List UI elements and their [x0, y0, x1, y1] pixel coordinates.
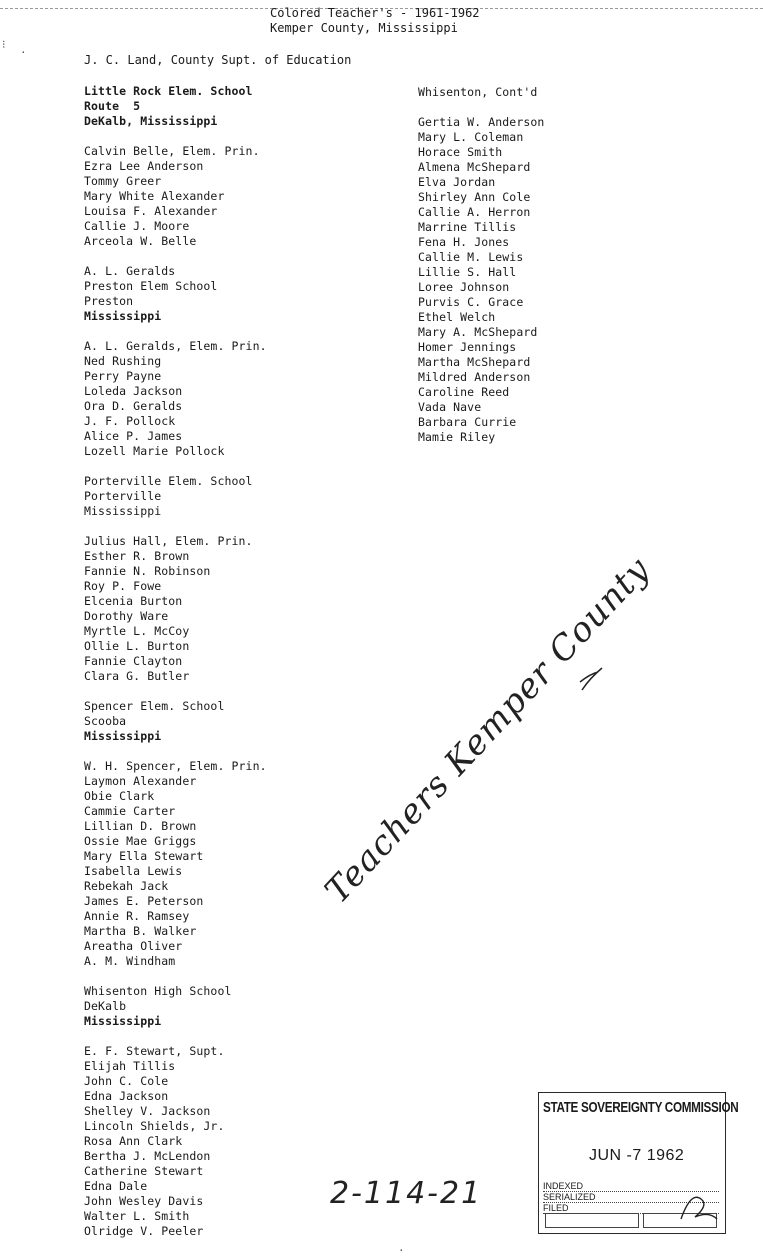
- spacer: [84, 684, 267, 699]
- spacer: [84, 249, 267, 264]
- spacer: [84, 324, 267, 339]
- list-item: Lincoln Shields, Jr.: [84, 1119, 225, 1133]
- list-item: Rebekah Jack: [84, 879, 169, 893]
- list-item: Alice P. James: [84, 429, 183, 443]
- list-item: Calvin Belle, Elem. Prin.: [84, 144, 260, 158]
- list-item: Fannie N. Robinson: [84, 564, 211, 578]
- list-item: Mamie Riley: [418, 430, 496, 444]
- spacer: [84, 744, 267, 759]
- spacer: [84, 129, 267, 144]
- stamp-box-left: [545, 1213, 639, 1228]
- file-number: 2-114-21: [330, 1176, 483, 1211]
- list-item: Caroline Reed: [418, 385, 510, 399]
- list-item: E. F. Stewart, Supt.: [84, 1044, 225, 1058]
- list-item: Edna Dale: [84, 1179, 148, 1193]
- list-item: Ethel Welch: [418, 310, 496, 324]
- list-item: DeKalb: [84, 999, 127, 1013]
- list-item: Ollie L. Burton: [84, 639, 190, 653]
- list-item: Lillie S. Hall: [418, 265, 517, 279]
- list-item: Dorothy Ware: [84, 609, 169, 623]
- list-item: Porterville: [84, 489, 162, 503]
- list-item: Ossie Mae Griggs: [84, 834, 197, 848]
- list-item: Tommy Greer: [84, 174, 162, 188]
- spacer: [84, 459, 267, 474]
- list-item: Martha McShepard: [418, 355, 531, 369]
- list-item: Walter L. Smith: [84, 1209, 190, 1223]
- superintendent-line: J. C. Land, County Supt. of Education: [84, 53, 352, 67]
- list-item: Lillian D. Brown: [84, 819, 197, 833]
- list-item: Myrtle L. McCoy: [84, 624, 190, 638]
- list-item: A. L. Geralds: [84, 264, 176, 278]
- list-item: Rosa Ann Clark: [84, 1134, 183, 1148]
- list-item: Whisenton, Cont'd: [418, 85, 538, 99]
- list-item: Loleda Jackson: [84, 384, 183, 398]
- list-item: Loree Johnson: [418, 280, 510, 294]
- list-item: Louisa F. Alexander: [84, 204, 218, 218]
- list-item: Callie M. Lewis: [418, 250, 524, 264]
- list-item: Julius Hall, Elem. Prin.: [84, 534, 253, 548]
- document-title: Colored Teacher's - 1961-1962: [270, 6, 480, 20]
- list-item: A. L. Geralds, Elem. Prin.: [84, 339, 267, 353]
- list-item: DeKalb, Mississippi: [84, 114, 218, 128]
- spacer: [84, 1029, 267, 1044]
- list-item: Gertia W. Anderson: [418, 115, 545, 129]
- commission-stamp: [538, 1092, 739, 1234]
- scan-speck: ·: [20, 46, 27, 59]
- list-item: Homer Jennings: [418, 340, 517, 354]
- list-item: Mississippi: [84, 504, 162, 518]
- list-item: Mary L. Coleman: [418, 130, 524, 144]
- scan-speck: ⁝: [2, 38, 6, 51]
- list-item: Roy P. Fowe: [84, 579, 162, 593]
- list-item: Cammie Carter: [84, 804, 176, 818]
- left-column: [84, 84, 267, 1239]
- list-item: Clara G. Butler: [84, 669, 190, 683]
- list-item: Callie A. Herron: [418, 205, 531, 219]
- list-item: Lozell Marie Pollock: [84, 444, 225, 458]
- list-item: Preston Elem School: [84, 279, 218, 293]
- list-item: James E. Peterson: [84, 894, 204, 908]
- list-item: Mildred Anderson: [418, 370, 531, 384]
- handwritten-annotation: [317, 549, 659, 920]
- stamp-date: JUN -7 1962: [589, 1147, 685, 1164]
- list-item: Isabella Lewis: [84, 864, 183, 878]
- list-item: Ezra Lee Anderson: [84, 159, 204, 173]
- list-item: Arceola W. Belle: [84, 234, 197, 248]
- list-item: Fena H. Jones: [418, 235, 510, 249]
- list-item: Mary White Alexander: [84, 189, 225, 203]
- scan-speck: ·: [398, 1244, 405, 1257]
- list-item: Martha B. Walker: [84, 924, 197, 938]
- list-item: Porterville Elem. School: [84, 474, 253, 488]
- list-item: J. F. Pollock: [84, 414, 176, 428]
- stamp-serialized: SERIALIZED: [543, 1192, 719, 1203]
- list-item: Callie J. Moore: [84, 219, 190, 233]
- list-item: Shelley V. Jackson: [84, 1104, 211, 1118]
- spacer: [418, 100, 544, 115]
- list-item: Areatha Oliver: [84, 939, 183, 953]
- list-item: John C. Cole: [84, 1074, 169, 1088]
- list-item: Scooba: [84, 714, 127, 728]
- list-item: Purvis C. Grace: [418, 295, 524, 309]
- list-item: Horace Smith: [418, 145, 503, 159]
- stamp-filed: FILED: [543, 1203, 719, 1214]
- list-item: Elijah Tillis: [84, 1059, 176, 1073]
- list-item: Annie R. Ramsey: [84, 909, 190, 923]
- stamp-initials-mark: [677, 1189, 721, 1227]
- list-item: Almena McShepard: [418, 160, 531, 174]
- list-item: A. M. Windham: [84, 954, 176, 968]
- list-item: Mary A. McShepard: [418, 325, 538, 339]
- list-item: Elcenia Burton: [84, 594, 183, 608]
- list-item: Vada Nave: [418, 400, 482, 414]
- right-column: [418, 85, 544, 445]
- list-item: Little Rock Elem. School: [84, 84, 253, 98]
- spacer: [84, 519, 267, 534]
- list-item: Shirley Ann Cole: [418, 190, 531, 204]
- stamp-indexed: INDEXED: [543, 1181, 719, 1192]
- list-item: Obie Clark: [84, 789, 155, 803]
- list-item: Perry Payne: [84, 369, 162, 383]
- list-item: Mississippi: [84, 309, 162, 323]
- list-item: Elva Jordan: [418, 175, 496, 189]
- list-item: Mary Ella Stewart: [84, 849, 204, 863]
- list-item: Preston: [84, 294, 134, 308]
- list-item: W. H. Spencer, Elem. Prin.: [84, 759, 267, 773]
- list-item: Edna Jackson: [84, 1089, 169, 1103]
- list-item: Whisenton High School: [84, 984, 232, 998]
- list-item: John Wesley Davis: [84, 1194, 204, 1208]
- stamp-title: STATE SOVEREIGNTY COMMISSION: [543, 1099, 739, 1116]
- spacer: [84, 969, 267, 984]
- list-item: Ora D. Geralds: [84, 399, 183, 413]
- list-item: Route 5: [84, 99, 141, 113]
- list-item: Mississippi: [84, 729, 162, 743]
- svg-text:Teachers Kemper County: Teachers Kemper County: [317, 549, 659, 912]
- list-item: Spencer Elem. School: [84, 699, 225, 713]
- list-item: Marrine Tillis: [418, 220, 517, 234]
- list-item: Olridge V. Peeler: [84, 1224, 204, 1238]
- list-item: Laymon Alexander: [84, 774, 197, 788]
- list-item: Fannie Clayton: [84, 654, 183, 668]
- document-subtitle: Kemper County, Mississippi: [270, 21, 458, 35]
- list-item: Barbara Currie: [418, 415, 517, 429]
- list-item: Ned Rushing: [84, 354, 162, 368]
- list-item: Mississippi: [84, 1014, 162, 1028]
- list-item: Bertha J. McLendon: [84, 1149, 211, 1163]
- list-item: Catherine Stewart: [84, 1164, 204, 1178]
- list-item: Esther R. Brown: [84, 549, 190, 563]
